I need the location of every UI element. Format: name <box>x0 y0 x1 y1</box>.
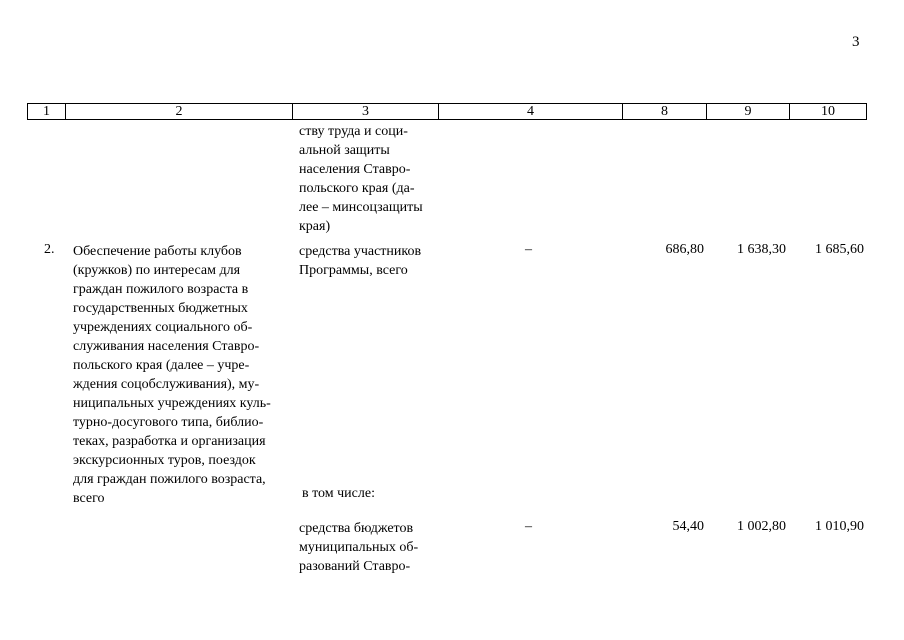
text-line: ниципальных учреждениях куль- <box>73 396 271 411</box>
text-line: Программы, всего <box>299 263 408 278</box>
text-line: служивания населения Ставро- <box>73 339 260 354</box>
text-line: ству труда и соци- <box>299 124 408 139</box>
col8-value: 54,40 <box>672 519 704 534</box>
header-cell-2: 2 <box>66 104 293 119</box>
text-line: всего <box>73 491 105 506</box>
text-line: экскурсионных туров, поездок <box>73 453 256 468</box>
text-line: разований Ставро- <box>299 559 411 574</box>
text-line: (кружков) по интересам для <box>73 263 241 278</box>
header-cell-10: 10 <box>821 104 835 119</box>
text-line: учреждениях социального об- <box>73 320 253 335</box>
text-line: средства бюджетов <box>299 521 414 536</box>
text-line: турно-досугового типа, библио- <box>73 415 264 430</box>
text-line: лее – минсоцзащиты <box>299 200 423 215</box>
text-line: средства участников <box>299 244 422 259</box>
text-line: альной защиты <box>299 143 390 158</box>
col4-value: – <box>525 519 532 534</box>
header-cell-1: 1 <box>28 104 66 119</box>
table-header-row <box>27 103 867 120</box>
col8-value: 686,80 <box>665 242 704 257</box>
text-line: края) <box>299 219 331 234</box>
header-cell-8: 8 <box>623 104 707 119</box>
header-cell-4: 4 <box>439 104 623 119</box>
text-line: для граждан пожилого возраста, <box>73 472 266 487</box>
text-line: ждения соцобслуживания), му- <box>73 377 260 392</box>
text-line: теках, разработка и организация <box>73 434 266 449</box>
activity-description <box>73 242 290 508</box>
page-number: 3 <box>852 34 860 50</box>
text-line: Обеспечение работы клубов <box>73 244 242 259</box>
continued-responsible-text <box>299 122 434 236</box>
text-line: польского края (далее – учре- <box>73 358 250 373</box>
funding-source-municipal <box>299 519 434 576</box>
in-that-number-label: в том числе: <box>302 486 375 501</box>
text-line: граждан пожилого возраста в <box>73 282 249 297</box>
header-cell-9: 9 <box>707 104 790 119</box>
col9-value: 1 002,80 <box>737 519 786 534</box>
header-cell-3: 3 <box>293 104 439 119</box>
text-line: государственных бюджетных <box>73 301 248 316</box>
col9-value: 1 638,30 <box>737 242 786 257</box>
col10-value: 1 010,90 <box>815 519 864 534</box>
row-number: 2. <box>44 242 55 257</box>
funding-source <box>299 242 439 280</box>
text-line: муниципальных об- <box>299 540 419 555</box>
col10-value: 1 685,60 <box>815 242 864 257</box>
text-line: населения Ставро- <box>299 162 411 177</box>
col4-value: – <box>525 242 532 257</box>
text-line: польского края (да- <box>299 181 415 196</box>
